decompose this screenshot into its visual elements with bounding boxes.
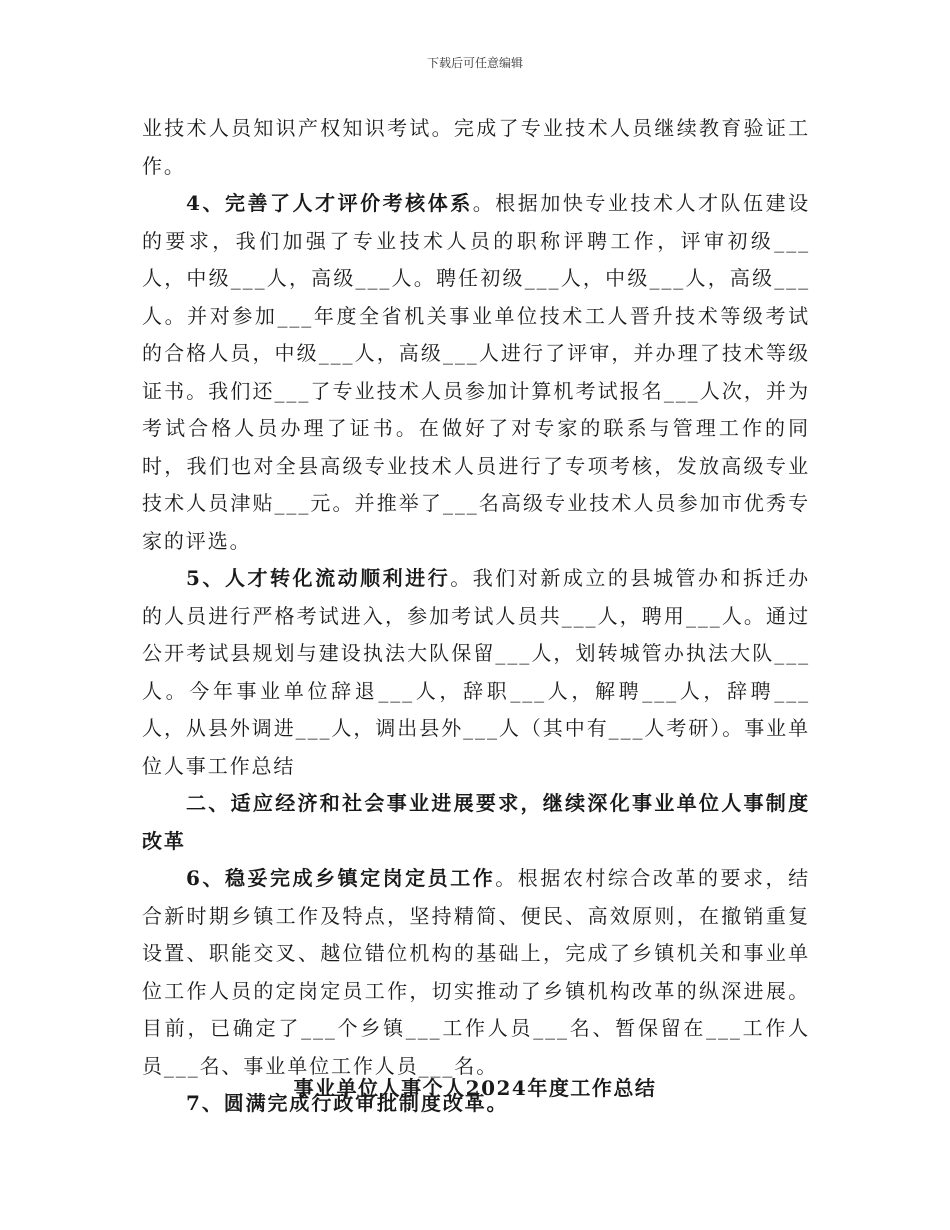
paragraph-township-staffing: [142, 860, 810, 1085]
paragraph-body-4: 。根据加快专业技术人才队伍建设的要求，我们加强了专业技术人员的职称评聘工作，评审初级___人，中级___人，高级___人。聘任初级___人，中级___人，高级___人。并对参加___年度全省机关事业单位技术工人晋升技术等级考试的合格人员，中级___人，高级___人进行了评审，并办理了技术等级证书。我们还___了专业技术人员参加计算机考试报名___人次，并为考试合格人员办理了证书。在做好了对专家的联系与管理工作的同时，我们也对全县高级专业技术人员进行了专项考核，发放高级专业技术人员津贴___元。并推举了___名高级专业技术人员参加市优秀专家的评选。: [142, 191, 810, 553]
page-header: 下载后可任意编辑: [426, 56, 523, 70]
paragraph-continuation: 业技术人员知识产权知识考试。完成了专业技术人员继续教育验证工作。: [142, 116, 810, 178]
paragraph-body-5: 。我们对新成立的县城管办和拆迁办的人员进行严格考试进入，参加考试人员共___人，聘用___人。通过公开考试县规划与建设执法大队保留___人，划转城管办执法大队___人。今年事业单位辞退___人，辞职___人，解聘___人，辞聘___人，从县外调进___人，调出县外___人（其中有___人考研）。事业单位人事工作总结: [142, 566, 810, 778]
section-heading-2: 二、适应经济和社会事业进展要求，继续深化事业单位人事制度改革: [142, 791, 810, 853]
paragraph-lead-4: 4、完善了人才评价考核体系: [186, 191, 473, 215]
paragraph-body-6: 。根据农村综合改革的要求，结合新时期乡镇工作及特点，坚持精简、便民、高效原则，在撤销重复设置、职能交叉、越位错位机构的基础上，完成了乡镇机关和事业单位工作人员的定岗定员工作，切实推动了乡镇机构改革的纵深进展。目前，已确定了___个乡镇___工作人员___名、暂保留在___工作人员___名、事业单位工作人员___名。: [142, 866, 810, 1078]
paragraph-talent-flow: [142, 560, 810, 785]
paragraph-lead-7: 7、圆满完成行政审批制度改革。: [186, 1091, 509, 1115]
document-title: 事业单位人事个人2024年度工作总结: [293, 1076, 657, 1100]
paragraph-lead-6: 6、稳妥完成乡镇定岗定员工作: [186, 866, 496, 890]
paragraph-lead-5: 5、人才转化流动顺利进行: [186, 566, 451, 590]
document-body: [142, 110, 810, 1123]
paragraph-talent-evaluation: [142, 185, 810, 560]
